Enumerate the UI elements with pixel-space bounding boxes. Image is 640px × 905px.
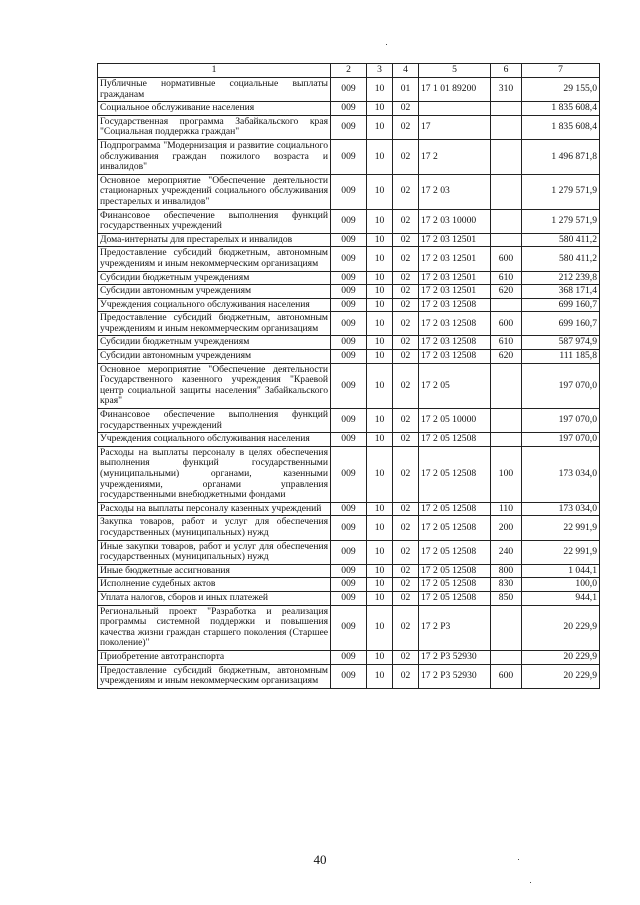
table-row <box>98 350 600 364</box>
row-col7: 197 070,0 <box>522 409 600 433</box>
table-row <box>98 174 600 209</box>
row-col4: 02 <box>393 446 419 502</box>
row-name: Расходы на выплаты персоналу в целях обеспечения выполнения функций государственными (муниципальными) органами, казенными учреждениями, органами управления государственными внебюджетными фондами <box>98 446 331 502</box>
row-col4: 02 <box>393 139 419 174</box>
row-col2: 009 <box>331 664 367 688</box>
row-col7: 1 496 871,8 <box>522 139 600 174</box>
row-col2: 009 <box>331 516 367 540</box>
row-col2: 009 <box>331 502 367 516</box>
row-col4: 02 <box>393 209 419 233</box>
row-col4: 02 <box>393 298 419 312</box>
row-col2: 009 <box>331 350 367 364</box>
row-col4: 02 <box>393 502 419 516</box>
row-col3: 10 <box>367 298 393 312</box>
row-col4: 02 <box>393 247 419 271</box>
row-col6: 610 <box>491 336 522 350</box>
row-name: Учреждения социального обслуживания населения <box>98 298 331 312</box>
table-row <box>98 605 600 650</box>
row-col4: 02 <box>393 516 419 540</box>
table-row <box>98 516 600 540</box>
row-col3: 10 <box>367 516 393 540</box>
row-col2: 009 <box>331 540 367 564</box>
row-col4: 02 <box>393 350 419 364</box>
header-cell: 5 <box>419 64 491 78</box>
row-col7: 197 070,0 <box>522 363 600 408</box>
header-cell: 7 <box>522 64 600 78</box>
row-col5: 17 2 <box>419 139 491 174</box>
row-col3: 10 <box>367 271 393 285</box>
row-name: Дома-интернаты для престарелых и инвалидов <box>98 233 331 247</box>
row-col2: 009 <box>331 336 367 350</box>
row-col5: 17 2 03 12508 <box>419 336 491 350</box>
row-col2: 009 <box>331 446 367 502</box>
table-row <box>98 312 600 336</box>
row-col3: 10 <box>367 433 393 447</box>
table-row <box>98 433 600 447</box>
row-col4: 02 <box>393 271 419 285</box>
row-name: Финансовое обеспечение выполнения функций государственных учреждений <box>98 409 331 433</box>
row-col5: 17 2 03 12501 <box>419 285 491 299</box>
row-col3: 10 <box>367 78 393 102</box>
row-col6: 100 <box>491 446 522 502</box>
row-col6: 600 <box>491 247 522 271</box>
row-col5: 17 2 03 12501 <box>419 233 491 247</box>
row-col4: 02 <box>393 363 419 408</box>
table-row <box>98 446 600 502</box>
row-col6: 110 <box>491 502 522 516</box>
row-col2: 009 <box>331 578 367 592</box>
row-col7: 944,1 <box>522 591 600 605</box>
header-cell: 2 <box>331 64 367 78</box>
row-col4: 02 <box>393 650 419 664</box>
row-col3: 10 <box>367 540 393 564</box>
row-col4: 02 <box>393 336 419 350</box>
row-name: Предоставление субсидий бюджетным, автономным учреждениям и иным некоммерческим организациям <box>98 312 331 336</box>
row-col6 <box>491 363 522 408</box>
row-col6 <box>491 174 522 209</box>
table-row <box>98 336 600 350</box>
row-col3: 10 <box>367 502 393 516</box>
row-col5: 17 2 03 12508 <box>419 350 491 364</box>
row-col2: 009 <box>331 650 367 664</box>
table-row <box>98 102 600 116</box>
row-col6 <box>491 605 522 650</box>
row-col3: 10 <box>367 336 393 350</box>
row-col7: 20 229,9 <box>522 664 600 688</box>
row-col2: 009 <box>331 271 367 285</box>
scan-speck <box>518 859 519 860</box>
row-col5: 17 2 05 12508 <box>419 564 491 578</box>
row-col5: 17 2 03 12508 <box>419 298 491 312</box>
header-cell: 3 <box>367 64 393 78</box>
row-col6 <box>491 298 522 312</box>
row-col4: 02 <box>393 115 419 139</box>
row-col5: 17 2 05 10000 <box>419 409 491 433</box>
row-col4: 02 <box>393 233 419 247</box>
row-col5: 17 2 03 12501 <box>419 247 491 271</box>
row-col6: 600 <box>491 312 522 336</box>
row-col2: 009 <box>331 605 367 650</box>
row-col7: 580 411,2 <box>522 233 600 247</box>
row-col5: 17 2 03 <box>419 174 491 209</box>
row-name: Иные бюджетные ассигнования <box>98 564 331 578</box>
row-name: Исполнение судебных актов <box>98 578 331 592</box>
table-row <box>98 591 600 605</box>
row-col7: 1 044,1 <box>522 564 600 578</box>
budget-table <box>97 63 600 689</box>
row-col5: 17 2 05 12508 <box>419 446 491 502</box>
row-col6: 610 <box>491 271 522 285</box>
row-col2: 009 <box>331 564 367 578</box>
row-name: Финансовое обеспечение выполнения функций государственных учреждений <box>98 209 331 233</box>
row-col4: 02 <box>393 285 419 299</box>
row-col2: 009 <box>331 247 367 271</box>
row-col4: 02 <box>393 540 419 564</box>
row-col6: 620 <box>491 350 522 364</box>
row-col6 <box>491 233 522 247</box>
row-col5: 17 1 01 89200 <box>419 78 491 102</box>
row-col6 <box>491 115 522 139</box>
row-col7: 1 279 571,9 <box>522 174 600 209</box>
row-col6: 310 <box>491 78 522 102</box>
row-col4: 01 <box>393 78 419 102</box>
table-row <box>98 271 600 285</box>
row-col7: 699 160,7 <box>522 298 600 312</box>
row-col6: 830 <box>491 578 522 592</box>
row-col6: 620 <box>491 285 522 299</box>
table-row <box>98 139 600 174</box>
row-col3: 10 <box>367 446 393 502</box>
row-col2: 009 <box>331 209 367 233</box>
row-col3: 10 <box>367 174 393 209</box>
row-name: Региональный проект "Разработка и реализация программы системной поддержки и повышения качества жизни граждан старшего поколения (Старшее поколение)" <box>98 605 331 650</box>
row-col5: 17 2 P3 52930 <box>419 650 491 664</box>
row-name: Предоставление субсидий бюджетным, автономным учреждениям и иным некоммерческим организациям <box>98 247 331 271</box>
table-row <box>98 564 600 578</box>
table-row <box>98 650 600 664</box>
row-col3: 10 <box>367 233 393 247</box>
row-col2: 009 <box>331 409 367 433</box>
row-col2: 009 <box>331 139 367 174</box>
row-col2: 009 <box>331 233 367 247</box>
row-name: Субсидии автономным учреждениям <box>98 285 331 299</box>
row-col3: 10 <box>367 564 393 578</box>
row-col5: 17 2 P3 52930 <box>419 664 491 688</box>
row-name: Основное мероприятие "Обеспечение деятельности Государственного казенного учреждения "Краевой центр социальной защиты населения" Забайкальского края" <box>98 363 331 408</box>
row-col5: 17 2 03 10000 <box>419 209 491 233</box>
row-col7: 20 229,9 <box>522 605 600 650</box>
row-col3: 10 <box>367 209 393 233</box>
row-col7: 22 991,9 <box>522 540 600 564</box>
row-col3: 10 <box>367 247 393 271</box>
row-col2: 009 <box>331 174 367 209</box>
row-col5: 17 2 P3 <box>419 605 491 650</box>
table-header-row <box>98 64 600 78</box>
row-name: Расходы на выплаты персоналу казенных учреждений <box>98 502 331 516</box>
row-col5: 17 2 05 12508 <box>419 540 491 564</box>
row-name: Субсидии автономным учреждениям <box>98 350 331 364</box>
row-col5: 17 2 05 12508 <box>419 591 491 605</box>
row-col5: 17 2 05 <box>419 363 491 408</box>
row-col6 <box>491 433 522 447</box>
row-col6: 850 <box>491 591 522 605</box>
row-col7: 1 835 608,4 <box>522 102 600 116</box>
row-col7: 212 239,8 <box>522 271 600 285</box>
row-col4: 02 <box>393 312 419 336</box>
row-col7: 22 991,9 <box>522 516 600 540</box>
row-col4: 02 <box>393 578 419 592</box>
page-number: 40 <box>313 852 327 867</box>
row-col5: 17 2 05 12508 <box>419 516 491 540</box>
table-row <box>98 540 600 564</box>
table-row <box>98 78 600 102</box>
row-name: Предоставление субсидий бюджетным, автономным учреждениям и иным некоммерческим организациям <box>98 664 331 688</box>
row-col4: 02 <box>393 409 419 433</box>
scan-speck <box>386 44 387 45</box>
row-name: Социальное обслуживание населения <box>98 102 331 116</box>
table-row <box>98 115 600 139</box>
row-name: Основное мероприятие "Обеспечение деятельности стационарных учреждений социального обслуживания престарелых и инвалидов" <box>98 174 331 209</box>
row-col2: 009 <box>331 102 367 116</box>
table-row <box>98 209 600 233</box>
row-col5: 17 2 03 12508 <box>419 312 491 336</box>
table-row <box>98 363 600 408</box>
table-row <box>98 578 600 592</box>
scan-speck <box>530 882 531 883</box>
row-col3: 10 <box>367 285 393 299</box>
row-name: Закупка товаров, работ и услуг для обеспечения государственных (муниципальных) нужд <box>98 516 331 540</box>
header-cell: 6 <box>491 64 522 78</box>
row-col3: 10 <box>367 363 393 408</box>
row-col3: 10 <box>367 312 393 336</box>
row-col7: 1 279 571,9 <box>522 209 600 233</box>
row-col3: 10 <box>367 650 393 664</box>
row-col3: 10 <box>367 115 393 139</box>
row-col5: 17 2 05 12508 <box>419 502 491 516</box>
row-col6 <box>491 139 522 174</box>
row-col2: 009 <box>331 433 367 447</box>
row-col7: 29 155,0 <box>522 78 600 102</box>
row-col6: 600 <box>491 664 522 688</box>
row-col7: 368 171,4 <box>522 285 600 299</box>
row-name: Публичные нормативные социальные выплаты гражданам <box>98 78 331 102</box>
row-col3: 10 <box>367 664 393 688</box>
header-cell: 1 <box>98 64 331 78</box>
table-row <box>98 409 600 433</box>
row-col3: 10 <box>367 409 393 433</box>
row-name: Государственная программа Забайкальского края "Социальная поддержка граждан" <box>98 115 331 139</box>
row-name: Подпрограмма "Модернизация и развитие социального обслуживания граждан пожилого возраста и инвалидов" <box>98 139 331 174</box>
row-col7: 587 974,9 <box>522 336 600 350</box>
row-name: Субсидии бюджетным учреждениям <box>98 336 331 350</box>
table-row <box>98 502 600 516</box>
row-col6 <box>491 650 522 664</box>
row-col3: 10 <box>367 102 393 116</box>
row-col6: 200 <box>491 516 522 540</box>
row-col2: 009 <box>331 591 367 605</box>
row-col7: 20 229,9 <box>522 650 600 664</box>
row-name: Субсидии бюджетным учреждениям <box>98 271 331 285</box>
row-col7: 1 835 608,4 <box>522 115 600 139</box>
table-row <box>98 233 600 247</box>
row-col5: 17 2 05 12508 <box>419 433 491 447</box>
row-col6: 800 <box>491 564 522 578</box>
row-col3: 10 <box>367 578 393 592</box>
table-row <box>98 247 600 271</box>
row-col4: 02 <box>393 605 419 650</box>
table-row <box>98 298 600 312</box>
row-col2: 009 <box>331 312 367 336</box>
row-col4: 02 <box>393 591 419 605</box>
row-name: Учреждения социального обслуживания населения <box>98 433 331 447</box>
row-col3: 10 <box>367 350 393 364</box>
row-col4: 02 <box>393 174 419 209</box>
row-name: Уплата налогов, сборов и иных платежей <box>98 591 331 605</box>
row-col7: 111 185,8 <box>522 350 600 364</box>
row-col4: 02 <box>393 664 419 688</box>
row-col3: 10 <box>367 605 393 650</box>
row-col6 <box>491 409 522 433</box>
row-col2: 009 <box>331 298 367 312</box>
row-col2: 009 <box>331 285 367 299</box>
row-col6 <box>491 209 522 233</box>
row-col7: 173 034,0 <box>522 446 600 502</box>
row-col2: 009 <box>331 115 367 139</box>
row-col4: 02 <box>393 564 419 578</box>
row-name: Приобретение автотранспорта <box>98 650 331 664</box>
row-col5 <box>419 102 491 116</box>
row-col6 <box>491 102 522 116</box>
row-col5: 17 <box>419 115 491 139</box>
row-col7: 197 070,0 <box>522 433 600 447</box>
row-col2: 009 <box>331 363 367 408</box>
row-col3: 10 <box>367 139 393 174</box>
row-col7: 173 034,0 <box>522 502 600 516</box>
row-col6: 240 <box>491 540 522 564</box>
row-col5: 17 2 03 12501 <box>419 271 491 285</box>
row-col4: 02 <box>393 433 419 447</box>
row-col7: 100,0 <box>522 578 600 592</box>
header-cell: 4 <box>393 64 419 78</box>
row-col3: 10 <box>367 591 393 605</box>
row-col7: 699 160,7 <box>522 312 600 336</box>
table-row <box>98 285 600 299</box>
row-name: Иные закупки товаров, работ и услуг для обеспечения государственных (муниципальных) нужд <box>98 540 331 564</box>
row-col7: 580 411,2 <box>522 247 600 271</box>
row-col2: 009 <box>331 78 367 102</box>
table-row <box>98 664 600 688</box>
row-col5: 17 2 05 12508 <box>419 578 491 592</box>
row-col4: 02 <box>393 102 419 116</box>
